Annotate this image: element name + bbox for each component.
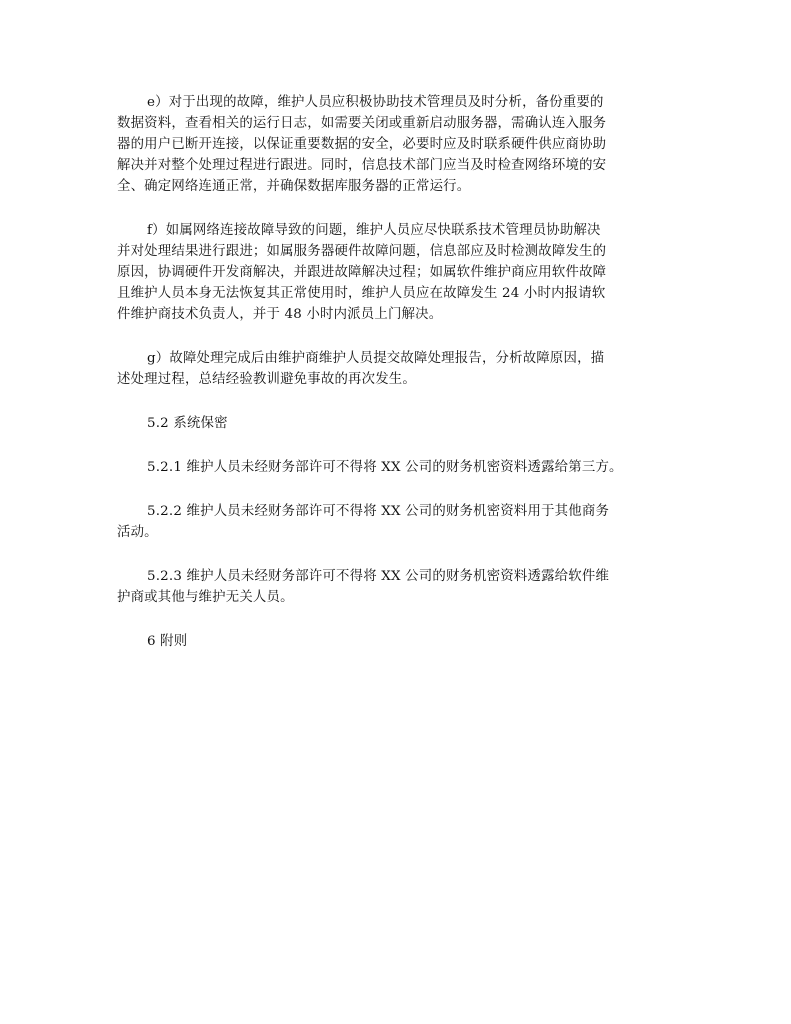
- paragraph-line: 数据资料，查看相关的运行日志，如需要关闭或重新启动服务器，需确认连入服务: [117, 116, 607, 131]
- clause-line: 5.2.2 维护人员未经财务部许可不得将 XX 公司的财务机密资料用于其他商务: [147, 504, 610, 519]
- section-heading-6: [117, 631, 679, 652]
- paragraph-line: 全、确定网络连通正常，并确保数据库服务器的正常运行。: [117, 179, 471, 194]
- paragraph-line: 件维护商技术负责人，并于 48 小时内派员上门解决。: [117, 307, 443, 322]
- paragraph-g: [117, 348, 679, 390]
- paragraph-line: e）对于出现的故障，维护人员应积极协助技术管理员及时分析，备份重要的: [147, 95, 604, 110]
- section-heading-5-2: [117, 413, 679, 434]
- document-body: [117, 92, 679, 675]
- clause-5-2-1: [117, 457, 679, 478]
- clause-line: 5.2.1 维护人员未经财务部许可不得将 XX 公司的财务机密资料透露给第三方。: [147, 460, 623, 475]
- paragraph-e: [117, 92, 679, 197]
- paragraph-line: g）故障处理完成后由维护商维护人员提交故障处理报告，分析故障原因，描: [147, 351, 605, 366]
- clause-5-2-2: [117, 501, 679, 543]
- clause-line: 5.2.3 维护人员未经财务部许可不得将 XX 公司的财务机密资料透露给软件维: [147, 569, 610, 584]
- paragraph-line: 器的用户已断开连接，以保证重要数据的安全，必要时应及时联系硬件供应商协助: [117, 137, 607, 152]
- paragraph-f: [117, 220, 679, 325]
- section-heading-text: 6 附则: [147, 634, 188, 649]
- paragraph-line: 解决并对整个处理过程进行跟进。同时，信息技术部门应当及时检查网络环境的安: [117, 158, 607, 173]
- section-heading-text: 5.2 系统保密: [147, 416, 228, 431]
- paragraph-line: 述处理过程，总结经验教训避免事故的再次发生。: [117, 372, 416, 387]
- paragraph-line: 并对处理结果进行跟进；如属服务器硬件故障问题，信息部应及时检测故障发生的: [117, 244, 607, 259]
- paragraph-line: 且维护人员本身无法恢复其正常使用时，维护人员应在故障发生 24 小时内报请软: [117, 286, 606, 301]
- clause-line: 护商或其他与维护无关人员。: [117, 590, 294, 605]
- clause-5-2-3: [117, 566, 679, 608]
- paragraph-line: 原因，协调硬件开发商解决，并跟进故障解决过程；如属软件维护商应用软件故障: [117, 265, 607, 280]
- paragraph-line: f）如属网络连接故障导致的问题，维护人员应尽快联系技术管理员协助解决: [147, 223, 601, 238]
- clause-line: 活动。: [117, 525, 158, 540]
